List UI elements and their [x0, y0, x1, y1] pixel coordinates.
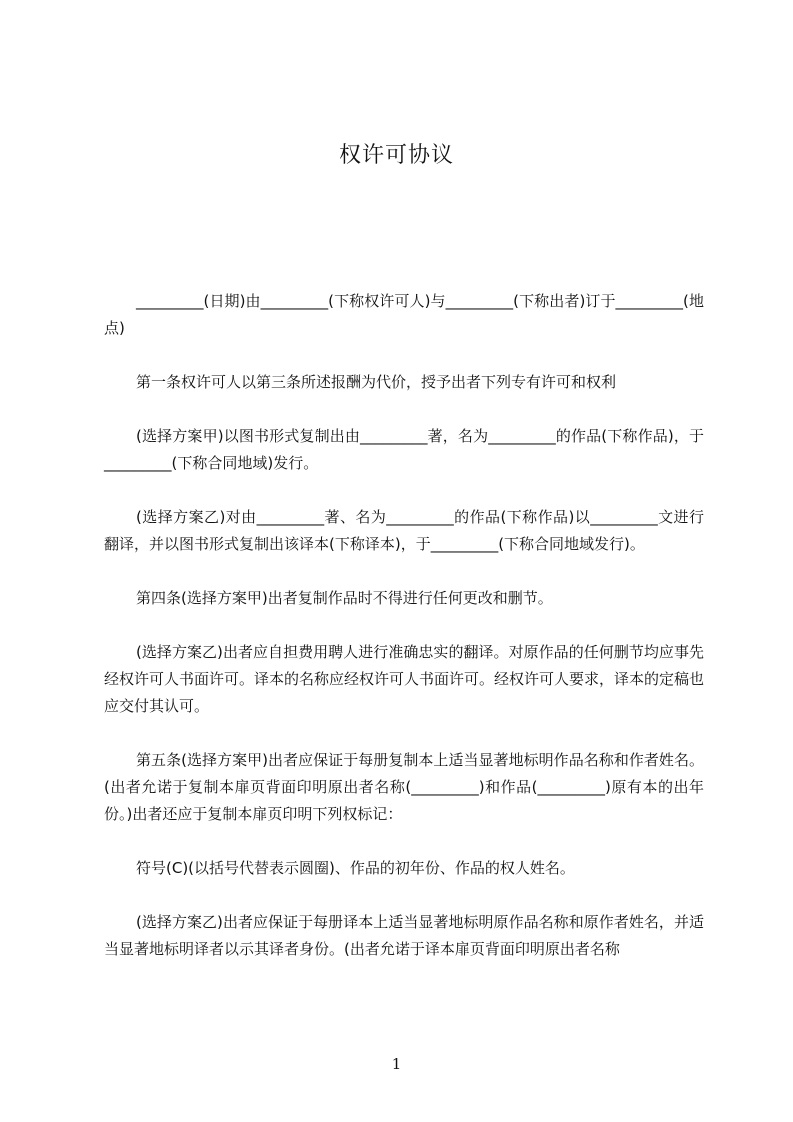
paragraph-parties: _________(日期)由_________(下称权许可人)与_________(下称出者)订于_________(地点)	[104, 292, 704, 337]
paragraph-article-5-option-b: (选择方案乙)出者应保证于每册译本上适当显著地标明原作品名称和原作者姓名，并适当显著地标明译者以示其译者身份。(出者允诺于译本扉页背面印明原出者名称	[104, 913, 704, 958]
paragraph-article-5: 第五条(选择方案甲)出者应保证于每册复制本上适当显著地标明作品名称和作者姓名。(出者允诺于复制本扉页背面印明原出者名称(_________)和作品(_________)原有本的出年份。)出者还应于复制本扉页印明下列权标记：	[104, 751, 704, 823]
paragraph-article-1: 第一条权许可人以第三条所述报酬为代价，授予出者下列专有许可和权利	[136, 373, 617, 391]
document-body	[104, 288, 704, 990]
paragraph-article-4-option-b: (选择方案乙)出者应自担费用聘人进行准确忠实的翻译。对原作品的任何删节均应事先经权许可人书面许可。译本的名称应经权许可人书面许可。经权许可人要求，译本的定稿也应交付其认可。	[104, 643, 705, 715]
paragraph-option-a-reproduction: (选择方案甲)以图书形式复制出由_________著，名为_________的作品(下称作品)，于_________(下称合同地域)发行。	[104, 427, 704, 472]
document-title: 权许可协议	[338, 143, 454, 168]
paragraph-article-4: 第四条(选择方案甲)出者复制作品时不得进行任何更改和删节。	[136, 589, 553, 607]
page-number: 1	[391, 1055, 402, 1073]
paragraph-option-b-translation: (选择方案乙)对由_________著、名为_________的作品(下称作品)以_________文进行翻译，并以图书形式复制出该译本(下称译本)，于_________(下称合同地域发行)。	[104, 508, 704, 553]
paragraph-copyright-notice: 符号(C)(以括号代替表示圆圈)、作品的初年份、作品的权人姓名。	[136, 859, 575, 877]
